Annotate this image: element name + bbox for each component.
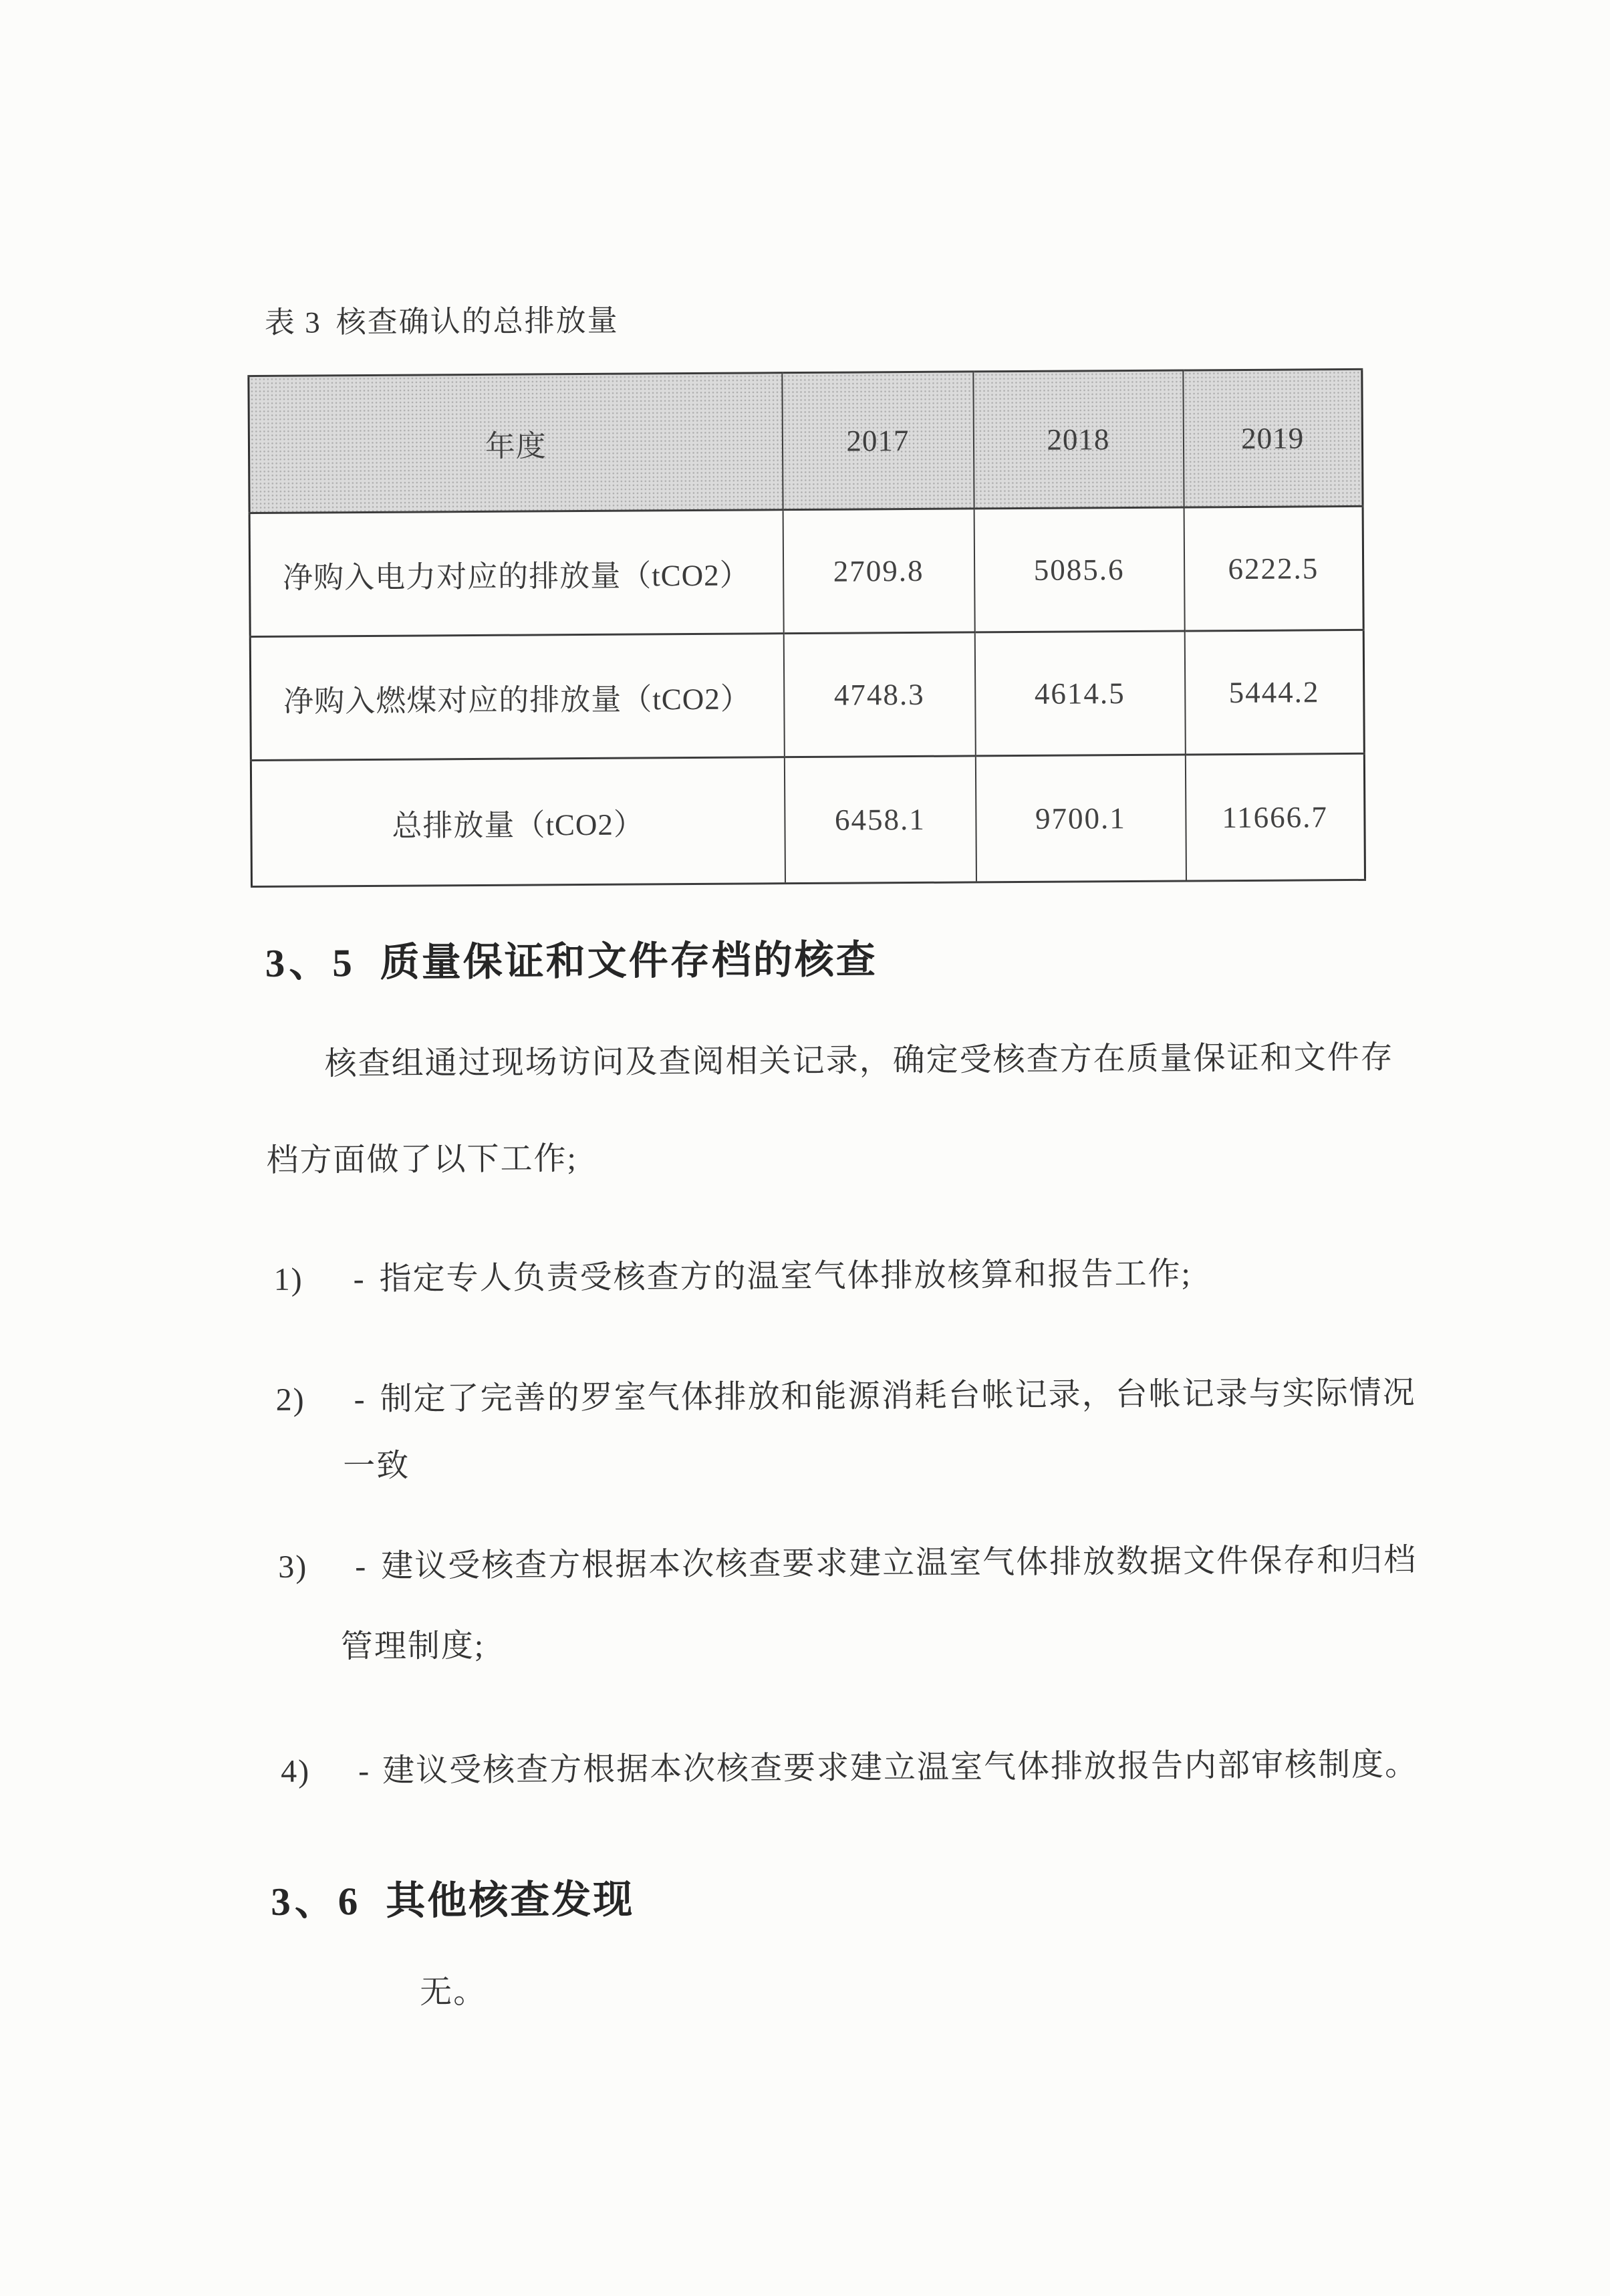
emissions-table xyxy=(247,368,1366,888)
table-row-electricity xyxy=(249,506,1363,636)
intro-paragraph-line-1: 核查组通过现场访问及查阅相关记录，确定受核查方在质量保证和文件存 xyxy=(324,1039,1394,1082)
table-row-total xyxy=(251,753,1365,886)
section-3-5-heading xyxy=(265,927,878,988)
cell-electricity-2018: 5085.6 xyxy=(974,507,1184,632)
row-label-electricity: 净购入电力对应的排放量（tCO2） xyxy=(249,510,783,637)
table-row-coal xyxy=(250,630,1364,760)
list-item-1-number: 1) xyxy=(273,1261,303,1297)
table-caption-title: 核查确认的总排放量 xyxy=(336,303,619,340)
section-3-5-title: 质量保证和文件存档的核查 xyxy=(380,937,878,985)
cell-coal-2017: 4748.3 xyxy=(783,632,975,757)
list-item-4-dash: - xyxy=(358,1753,371,1789)
cell-total-2018: 9700.1 xyxy=(975,755,1186,882)
list-item-2-text-line-2: 一致 xyxy=(343,1448,410,1485)
list-item-3-text-line-2: 管理制度; xyxy=(340,1628,485,1665)
table-header-row xyxy=(249,369,1363,513)
section-3-6-body: 无。 xyxy=(419,1974,487,2011)
header-cell-2018: 2018 xyxy=(973,370,1184,509)
list-item-2-text-line-1: 制定了完善的罗室气体排放和能源消耗台帐记录，台帐记录与实际情况 xyxy=(380,1375,1416,1417)
header-cell-2017: 2017 xyxy=(782,372,974,510)
list-item-1-text: 指定专人负责受核查方的温室气体排放核算和报告工作; xyxy=(379,1256,1192,1297)
section-3-5-number: 3、5 xyxy=(265,940,356,985)
section-3-6-number: 3、6 xyxy=(271,1879,362,1924)
list-item-2-dash: - xyxy=(354,1382,366,1418)
cell-total-2019: 11666.7 xyxy=(1185,753,1365,881)
cell-electricity-2017: 2709.8 xyxy=(783,509,974,634)
list-item-4-number: 4) xyxy=(280,1753,311,1789)
row-label-coal: 净购入燃煤对应的排放量（tCO2） xyxy=(250,634,784,761)
cell-total-2017: 6458.1 xyxy=(784,756,976,884)
header-cell-year: 年度 xyxy=(249,373,783,513)
list-item-3-dash: - xyxy=(355,1549,368,1585)
cell-coal-2019: 5444.2 xyxy=(1184,630,1364,755)
list-item-1-dash: - xyxy=(353,1261,366,1297)
intro-paragraph-line-2: 档方面做了以下工作; xyxy=(266,1141,578,1178)
list-item-4-text: 建议受核查方根据本次核查要求建立温室气体排放报告内部审核制度。 xyxy=(382,1747,1419,1789)
list-item-3-text-line-1: 建议受核查方根据本次核查要求建立温室气体排放数据文件保存和归档 xyxy=(381,1542,1418,1584)
cell-coal-2018: 4614.5 xyxy=(974,631,1185,756)
section-3-6-title: 其他核查发现 xyxy=(386,1877,635,1923)
list-item-3-number: 3) xyxy=(278,1549,308,1585)
cell-electricity-2019: 6222.5 xyxy=(1184,506,1363,631)
header-cell-2019: 2019 xyxy=(1183,369,1363,507)
section-3-6-heading xyxy=(271,1868,635,1926)
table-caption-number: 表 3 xyxy=(264,305,321,340)
table-caption xyxy=(265,296,619,342)
list-item-2-number: 2) xyxy=(275,1382,305,1418)
row-label-total: 总排放量（tCO2） xyxy=(251,757,785,887)
